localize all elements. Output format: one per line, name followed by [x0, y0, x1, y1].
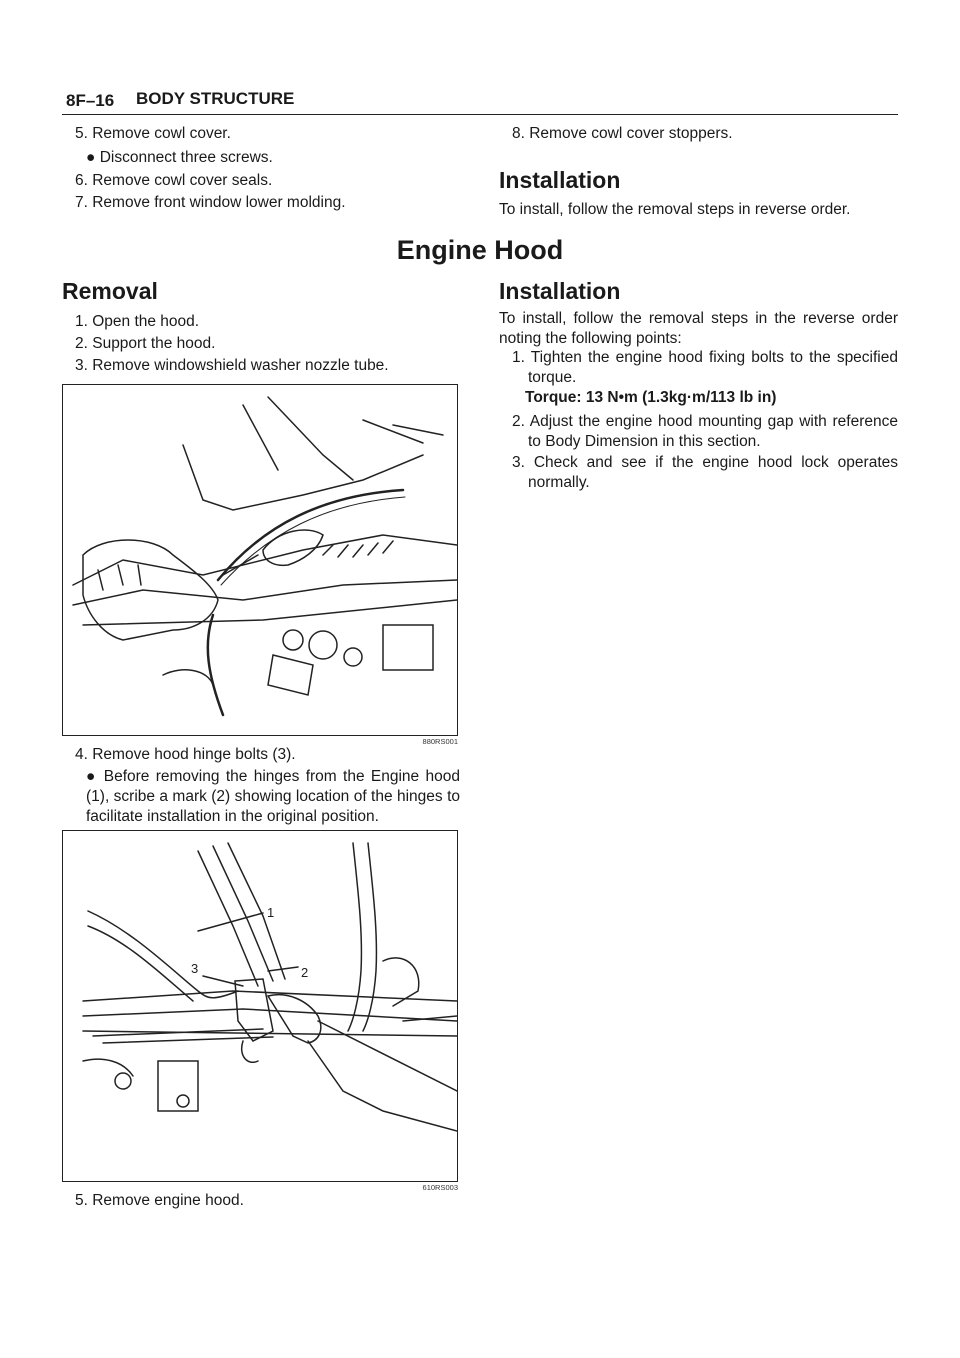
header-rule: [62, 114, 898, 115]
callout-3: 3: [191, 961, 199, 976]
removal-heading: Removal: [62, 278, 158, 304]
installation-heading-top: Installation: [499, 167, 621, 193]
installation-step-2: 2. Adjust the engine hood mounting gap with reference to Body Dimension in this section.: [512, 413, 898, 450]
page-code: 8F–16: [66, 91, 115, 110]
step-5-cowl-cover: 5. Remove cowl cover.: [75, 125, 231, 142]
washer-tube-illustration: [63, 385, 457, 735]
callout-1: 1: [267, 905, 275, 920]
callout-2: 2: [301, 965, 309, 980]
installation-step-1: 1. Tighten the engine hood fixing bolts to the specified torque.: [512, 349, 898, 386]
step-4-bullet: [86, 767, 460, 827]
removal-step-2: 2. Support the hood.: [75, 335, 216, 352]
engine-hood-heading: Engine Hood: [396, 235, 564, 265]
hood-hinge-illustration: [63, 831, 457, 1181]
figure-1-code: 880RS001: [422, 737, 458, 746]
step-4-bullet-text: Before removing the hinges from the Engine hood (1), scribe a mark (2) showing location of the hinges to facilitate installation in the original position.: [86, 768, 460, 825]
step-7-window-molding: 7. Remove front window lower molding.: [75, 194, 346, 211]
figure-hood-hinge: [62, 830, 458, 1182]
removal-step-3: 3. Remove windowshield washer nozzle tube.: [75, 357, 389, 374]
installation-step-3: 3. Check and see if the engine hood lock operates normally.: [512, 454, 898, 491]
step-6-cowl-seals: 6. Remove cowl cover seals.: [75, 172, 273, 189]
bullet-item: [86, 148, 273, 168]
removal-step-4: 4. Remove hood hinge bolts (3).: [75, 746, 296, 763]
bullet-text: Disconnect three screws.: [99, 149, 273, 166]
removal-step-1: 1. Open the hood.: [75, 313, 200, 330]
bullet-icon: ●: [86, 768, 98, 785]
installation-text-top: To install, follow the removal steps in reverse order.: [499, 201, 851, 218]
figure-2-code: 610RS003: [422, 1183, 458, 1192]
installation-heading: Installation: [499, 278, 621, 304]
step-8-cowl-stoppers: 8. Remove cowl cover stoppers.: [512, 125, 733, 142]
torque-spec: Torque: 13 N•m (1.3kg·m/113 lb in): [525, 389, 777, 406]
section-title: BODY STRUCTURE: [136, 89, 295, 108]
installation-intro: To install, follow the removal steps in the reverse order noting the following points:: [499, 310, 898, 347]
removal-step-5: 5. Remove engine hood.: [75, 1192, 244, 1209]
figure-washer-nozzle-tube: [62, 384, 458, 736]
bullet-icon: ●: [86, 149, 96, 166]
